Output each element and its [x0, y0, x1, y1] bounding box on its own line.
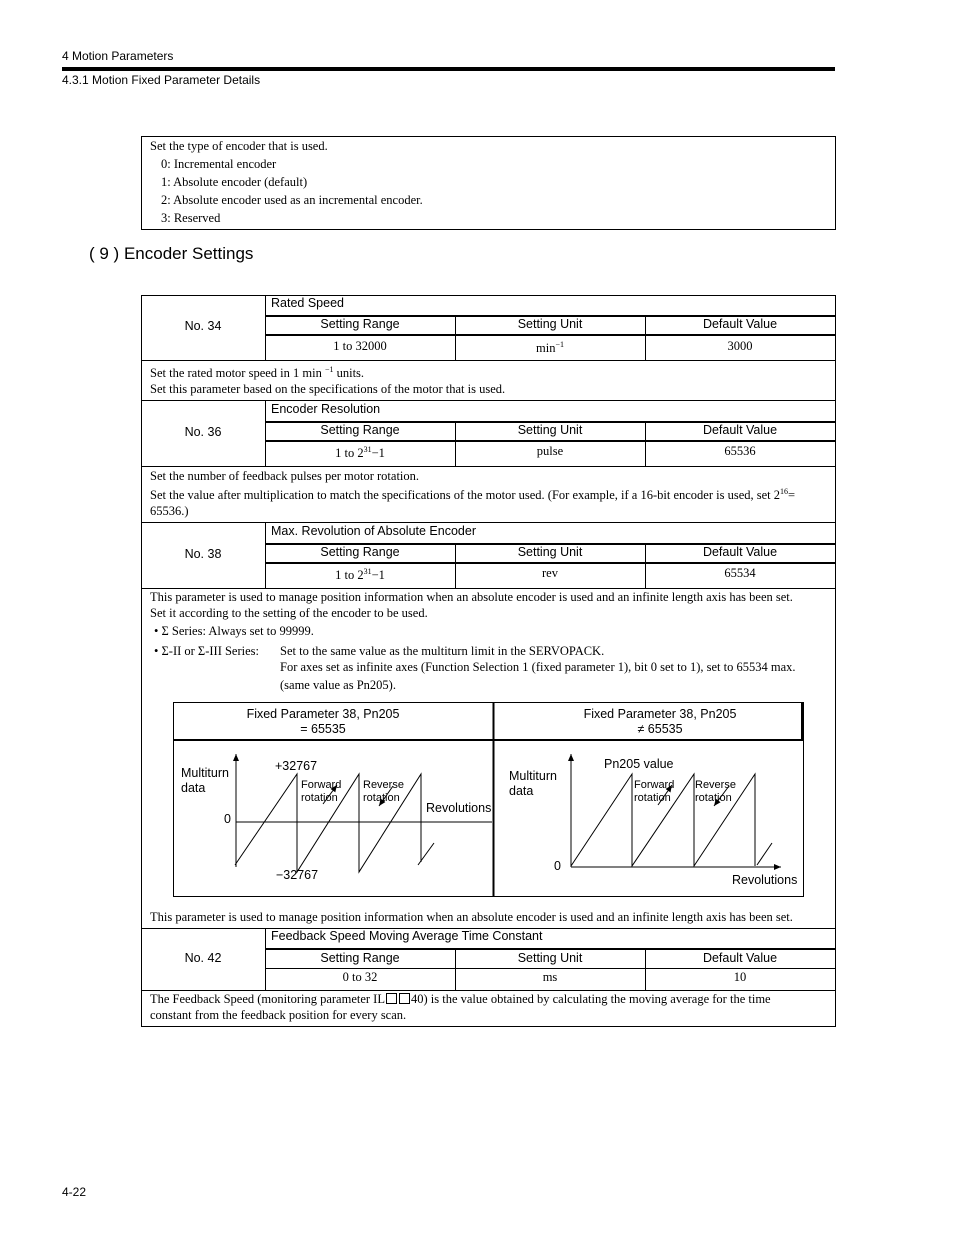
forward-label: Forward	[634, 779, 675, 791]
param-description: Set the value after multiplication to match the specifications of the motor used. (For example, if a 16-bit encoder is used, set $2^{16}=$	[150, 487, 796, 502]
encoder-type-line: 1: Absolute encoder (default)	[161, 175, 308, 189]
forward-label: rotation	[634, 792, 671, 804]
setting-range: 0 to 32	[342, 970, 378, 984]
reverse-label: Reverse	[363, 779, 404, 791]
setting-unit: $\min^{-1}$	[536, 340, 564, 355]
reverse-label: Reverse	[695, 779, 736, 791]
setting-unit: rev	[542, 566, 558, 580]
header-rule	[62, 67, 835, 71]
param-description: The Feedback Speed (monitoring parameter IL 40) is the value obtained by calculating the moving average for the time	[150, 992, 771, 1006]
param-number: No. 42	[184, 951, 222, 965]
col-header-range: Setting Range	[320, 317, 400, 331]
placeholder-box-icon	[399, 993, 410, 1004]
bullet-sigma: • Σ Series: Always set to 99999.	[154, 624, 314, 638]
default-value: 3000	[727, 339, 753, 353]
param-number: No. 38	[184, 547, 222, 561]
col-header-range: Setting Range	[320, 423, 400, 437]
param-description: Set the rated motor speed in 1 min $^{-1}$ units.	[150, 365, 365, 380]
zero-label: 0	[554, 859, 561, 873]
setting-range: 1 to $2^{31}-1$	[335, 567, 385, 582]
encoder-type-box	[141, 136, 836, 230]
section-title: ( 9 ) Encoder Settings	[89, 244, 254, 263]
forward-label: rotation	[301, 792, 338, 804]
top-value-label: +32767	[275, 759, 318, 773]
pn205-value-label: Pn205 value	[604, 757, 674, 771]
bullet-sigma-ii-text: (same value as Pn205).	[280, 678, 396, 692]
chapter-header: 4 Motion Parameters	[62, 49, 174, 63]
param-name: Rated Speed	[271, 296, 344, 310]
multiturn-label: Multiturn	[181, 766, 229, 780]
section-header: 4.3.1 Motion Fixed Parameter Details	[62, 73, 261, 87]
reverse-label: rotation	[695, 792, 732, 804]
placeholder-box-icon	[386, 993, 397, 1004]
param-description: This parameter is used to manage position information when an absolute encoder is used and an infinite length axis has been set.	[150, 590, 793, 604]
col-header-unit: Setting Unit	[517, 317, 583, 331]
forward-label: Forward	[301, 779, 342, 791]
default-value: 10	[733, 970, 747, 984]
page-number: 4-22	[62, 1185, 87, 1199]
multiturn-diagram	[173, 702, 805, 898]
multiturn-label: Multiturn	[509, 769, 557, 783]
col-header-range: Setting Range	[320, 951, 400, 965]
bullet-sigma-ii-text: For axes set as infinite axes (Function Selection 1 (fixed parameter 1), bit 0 set to 1), set to 65534 max.	[280, 660, 796, 674]
col-header-default: Default Value	[702, 951, 778, 965]
setting-range: 1 to 32000	[333, 339, 387, 353]
param-name: Feedback Speed Moving Average Time Constant	[271, 929, 543, 943]
encoder-type-line: Set the type of encoder that is used.	[150, 139, 328, 153]
bottom-value-label: −32767	[276, 868, 319, 882]
param-number: No. 34	[184, 319, 222, 333]
col-header-default: Default Value	[702, 317, 778, 331]
right-diagram-header: Fixed Parameter 38, Pn205	[583, 707, 737, 721]
right-diagram-header: ≠ 65535	[637, 722, 683, 736]
multiturn-label: data	[181, 781, 206, 795]
default-value: 65534	[724, 566, 756, 580]
col-header-unit: Setting Unit	[517, 951, 583, 965]
param-description: constant from the feedback position for every scan.	[150, 1008, 407, 1022]
col-header-unit: Setting Unit	[517, 423, 583, 437]
revolutions-label: Revolutions	[426, 801, 492, 815]
encoder-type-line: 0: Incremental encoder	[161, 157, 277, 171]
multiturn-label: data	[509, 784, 534, 798]
encoder-type-line: 3: Reserved	[161, 211, 221, 225]
reverse-label: rotation	[363, 792, 400, 804]
left-diagram-header: = 65535	[300, 722, 346, 736]
param-description: 65536.)	[150, 504, 189, 518]
param-name: Encoder Resolution	[271, 402, 381, 416]
left-diagram-header: Fixed Parameter 38, Pn205	[246, 707, 400, 721]
zero-label: 0	[224, 812, 231, 826]
param-description: Set it according to the setting of the encoder to be used.	[150, 606, 428, 620]
bullet-sigma-ii: • Σ-II or Σ-III Series:	[154, 644, 259, 658]
encoder-type-line: 2: Absolute encoder used as an incremental encoder.	[161, 193, 423, 207]
default-value: 65536	[724, 444, 756, 458]
setting-range: 1 to $2^{31}-1$	[335, 445, 385, 460]
col-header-default: Default Value	[702, 545, 778, 559]
setting-unit: ms	[542, 970, 558, 984]
param-description: Set the number of feedback pulses per motor rotation.	[150, 469, 420, 483]
col-header-range: Setting Range	[320, 545, 400, 559]
param-number: No. 36	[184, 425, 222, 439]
setting-unit: pulse	[536, 444, 564, 458]
col-header-default: Default Value	[702, 423, 778, 437]
param-description: Set this parameter based on the specifications of the motor that is used.	[150, 382, 506, 396]
revolutions-label: Revolutions	[732, 873, 798, 887]
col-header-unit: Setting Unit	[517, 545, 583, 559]
bullet-sigma-ii-text: Set to the same value as the multiturn limit in the SERVOPACK.	[280, 644, 605, 658]
param-name: Max. Revolution of Absolute Encoder	[271, 524, 476, 538]
param-description: This parameter is used to manage position information when an absolute encoder is used and an infinite length axis has been set.	[150, 910, 793, 924]
